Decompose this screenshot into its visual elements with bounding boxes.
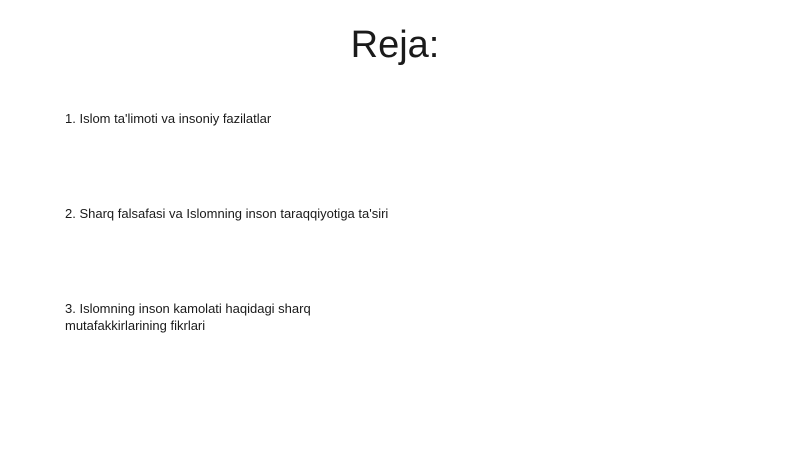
slide-title: Reja:	[350, 24, 440, 66]
plan-item-1: 1. Islom ta'limoti va insoniy fazilatlar	[65, 111, 272, 126]
plan-item-2: 2. Sharq falsafasi va Islomning inson taraqqiyotiga ta'siri	[65, 206, 389, 221]
plan-item-3: 3. Islomning inson kamolati haqidagi sharq mutafakkirlarining fikrlari	[65, 301, 311, 333]
